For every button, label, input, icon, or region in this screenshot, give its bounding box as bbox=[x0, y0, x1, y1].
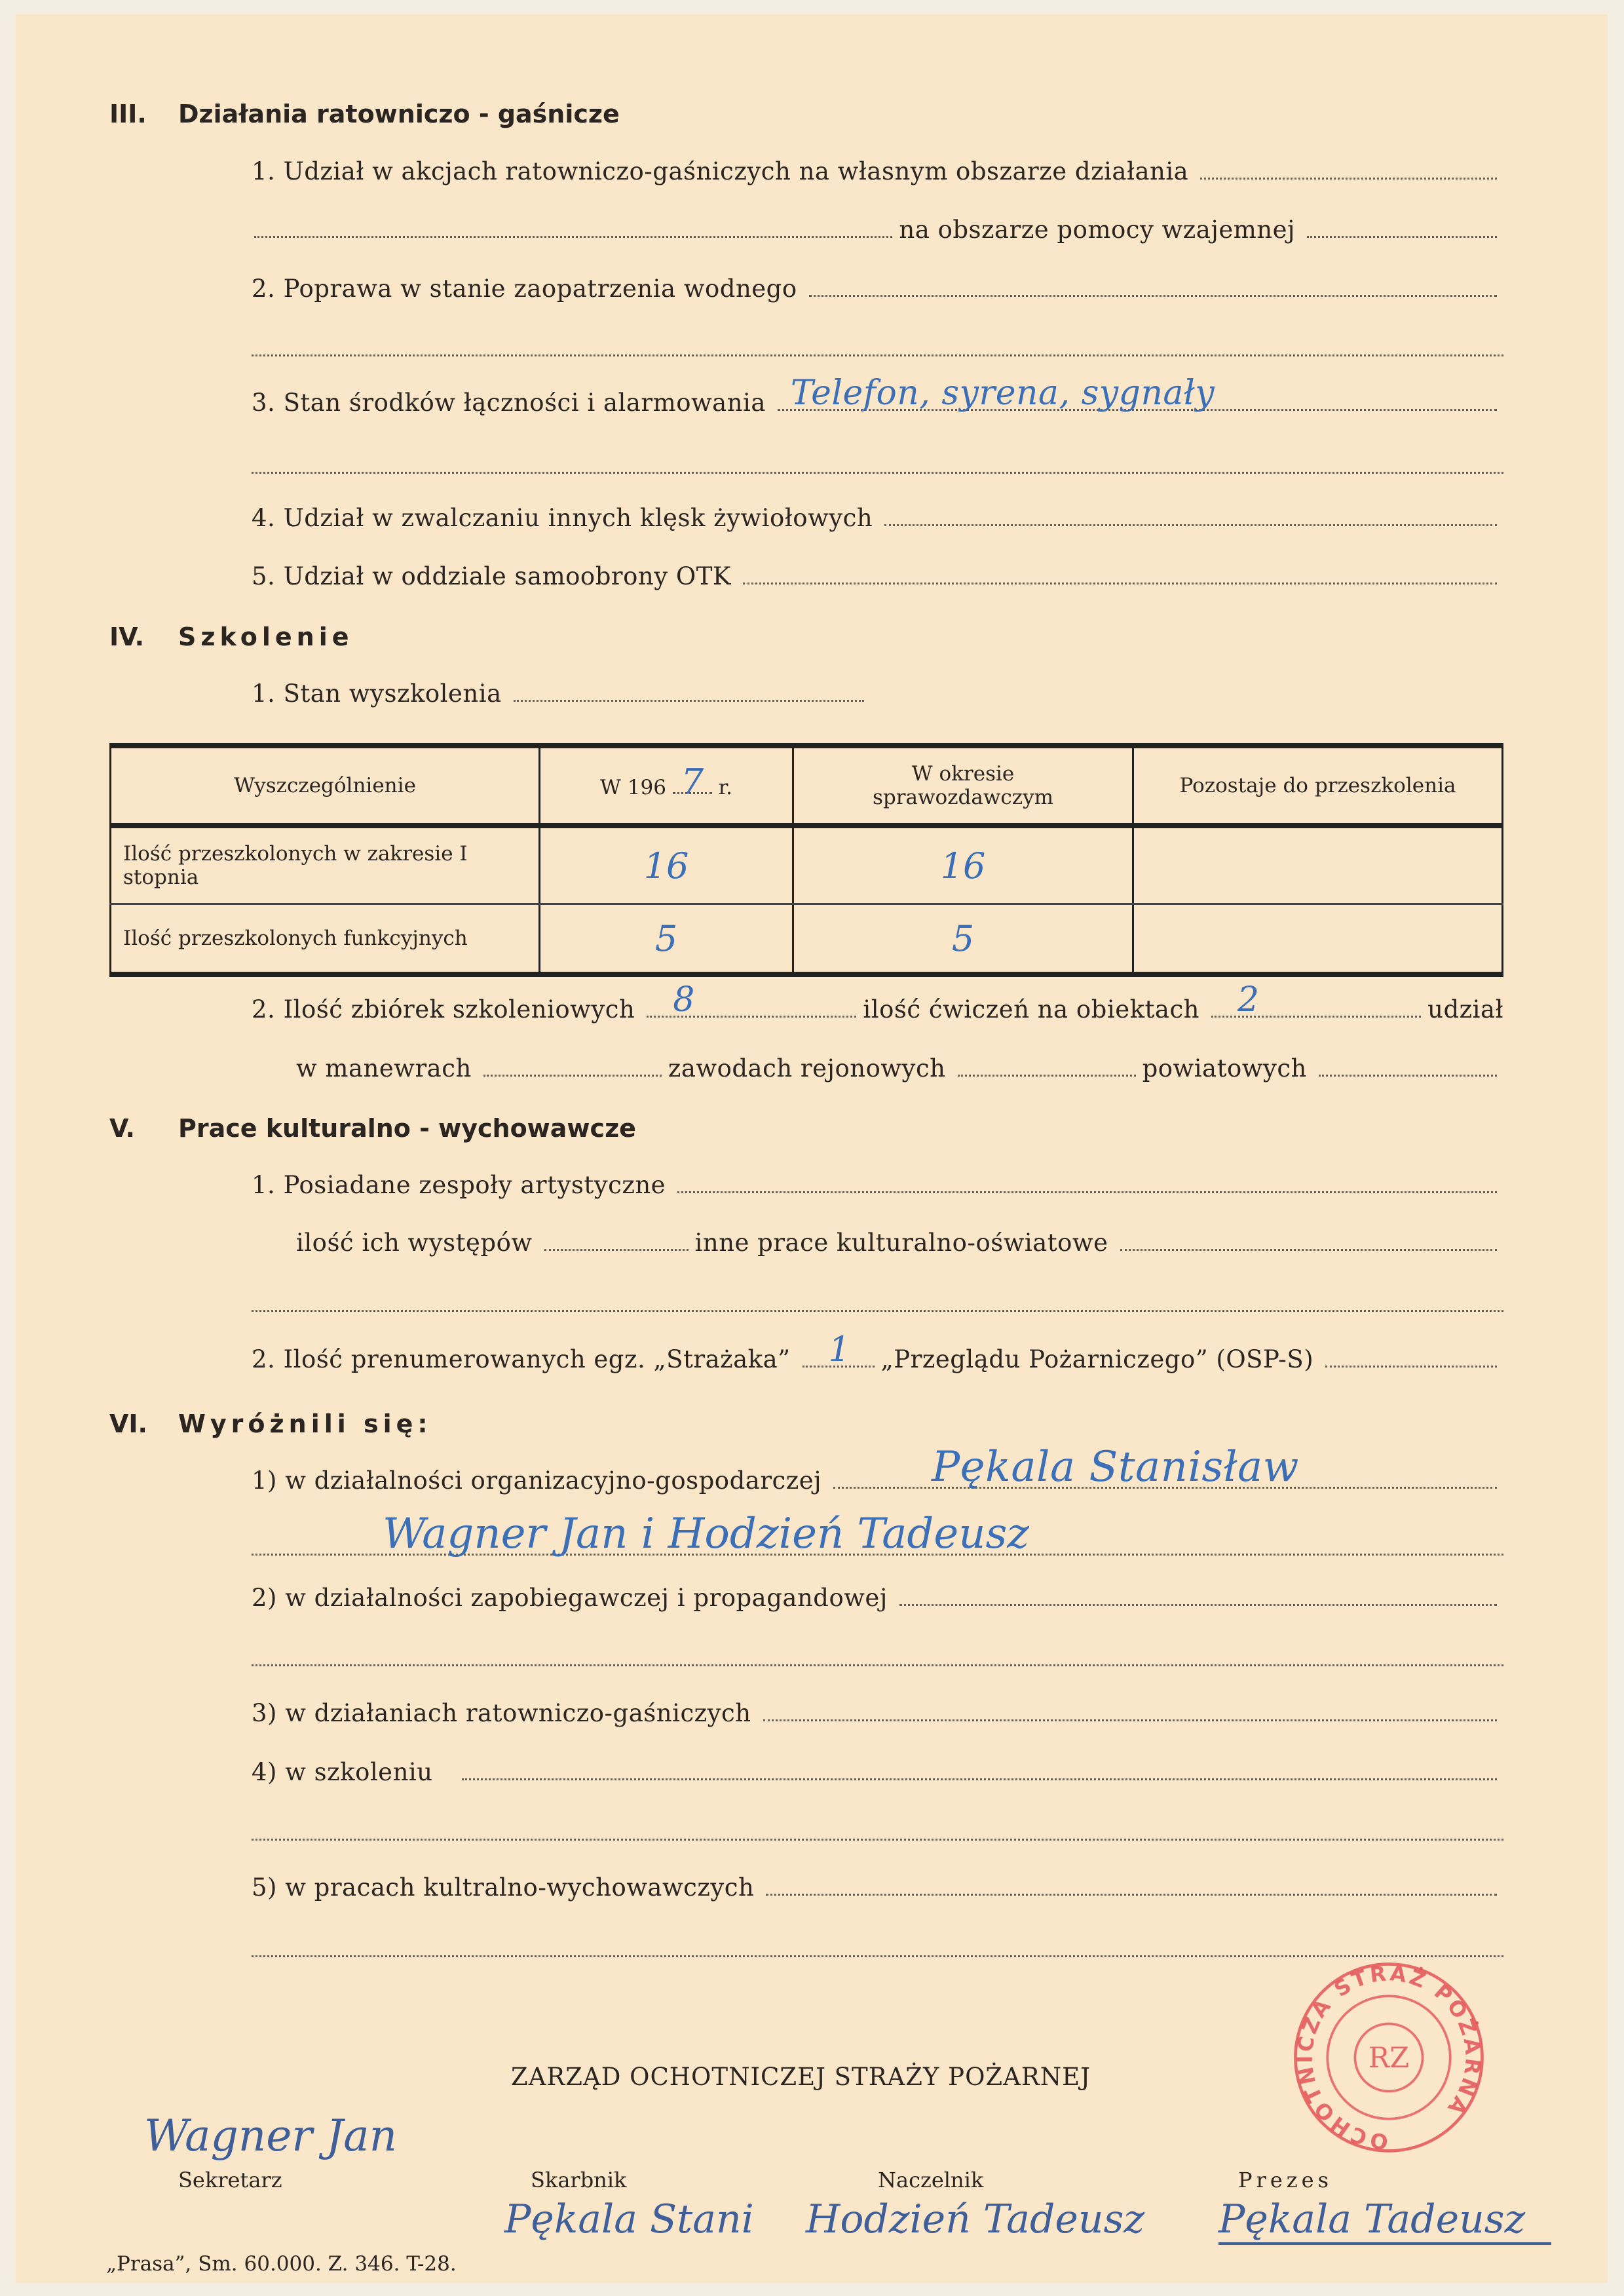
field-rescue[interactable] bbox=[763, 1719, 1497, 1721]
role-chief: Naczelnik bbox=[878, 2168, 984, 2192]
signature-chief: Hodzień Tadeusz bbox=[806, 2196, 1144, 2242]
section-vi-heading: VI. Wyróżnili się: bbox=[109, 1409, 432, 1438]
col-header: Wyszczególnienie bbox=[111, 746, 540, 826]
field-exercises[interactable]: 2 bbox=[1211, 1015, 1421, 1018]
blank-line[interactable] bbox=[252, 1838, 1503, 1841]
field-other-culture[interactable] bbox=[1120, 1248, 1498, 1251]
signature-president: Pękala Tadeusz bbox=[1218, 2196, 1551, 2245]
field-own-area[interactable] bbox=[1200, 177, 1497, 180]
field-district[interactable] bbox=[1319, 1074, 1497, 1077]
section-iv-heading: IV. Szkolenie bbox=[109, 622, 354, 651]
board-title: ZARZĄD OCHOTNICZEJ STRAŻY POŻARNEJ bbox=[511, 2063, 1091, 2091]
s3-item1: 1. Udział w akcjach ratowniczo-gaśniczych na własnym obszarze działania bbox=[252, 157, 1503, 185]
field-mutual-aid[interactable] bbox=[1307, 235, 1497, 238]
print-info: „Prasa”, Sm. 60.000. Z. 346. T-28. bbox=[106, 2252, 457, 2276]
s5-item1: 1. Posiadane zespoły artystyczne bbox=[252, 1171, 1503, 1199]
stamp-center-text: RZ bbox=[1368, 2042, 1410, 2075]
field-water-supply[interactable] bbox=[809, 294, 1497, 297]
field-meetings[interactable]: 8 bbox=[647, 1015, 856, 1018]
s3-item5: 5. Udział w oddziale samoobrony OTK bbox=[252, 562, 1503, 590]
s6-item2: 2) w działalności zapobiegawczej i propagandowej bbox=[252, 1584, 1503, 1612]
role-treasurer: Skarbnik bbox=[531, 2168, 627, 2192]
field-other-disasters[interactable] bbox=[884, 524, 1497, 526]
s3-item1b: na obszarze pomocy wzajemnej bbox=[252, 216, 1503, 244]
training-table bbox=[109, 743, 1503, 977]
blank-line[interactable] bbox=[252, 354, 1503, 356]
blank-line[interactable] bbox=[252, 471, 1503, 474]
field-prevention[interactable] bbox=[899, 1603, 1497, 1606]
field-strazak[interactable]: 1 bbox=[803, 1365, 875, 1368]
col-header: W okresie sprawozdawczym bbox=[793, 746, 1133, 826]
signature-secretary: Wagner Jan bbox=[144, 2111, 398, 2161]
s3-item3: 3. Stan środków łączności i alarmowania Telefon, syrena, sygnały bbox=[252, 389, 1503, 417]
field-training-state[interactable] bbox=[514, 699, 864, 702]
s4-item2: 2. Ilość zbiórek szkoleniowych 8 ilość ćwiczeń na obiektach 2 udział bbox=[252, 980, 1504, 1024]
section-v-heading: V. Prace kulturalno - wychowawcze bbox=[109, 1114, 636, 1143]
field-own-area-cont[interactable] bbox=[254, 235, 892, 238]
stamp-ring-text: OCHOTNICZA STRAŻ POŻARNA bbox=[1292, 1961, 1486, 2154]
blank-line[interactable] bbox=[252, 1309, 1503, 1312]
col-header-year: W 196 7 r. bbox=[540, 746, 793, 826]
s5-item2: 2. Ilość prenumerowanych egz. „Strażaka” 1 „Przeglądu Pożarniczego” (OSP-S) bbox=[252, 1345, 1503, 1373]
field-performances[interactable] bbox=[544, 1248, 689, 1251]
role-president: Prezes bbox=[1238, 2168, 1332, 2192]
s3-item4: 4. Udział w zwalczaniu innych klęsk żywiołowych bbox=[252, 504, 1503, 532]
s4-item2b: w manewrach zawodach rejonowych powiatowych bbox=[296, 1054, 1503, 1082]
field-training[interactable] bbox=[462, 1778, 1497, 1780]
signature-treasurer: Pękala Stani bbox=[504, 2196, 754, 2242]
blank-line[interactable] bbox=[252, 1664, 1503, 1666]
s6-item1: 1) w działalności organizacyjno-gospodarczej Pękala Stanisław bbox=[252, 1466, 1503, 1495]
table-row: Ilość przeszkolonych funkcyjnych 5 5 bbox=[111, 904, 1503, 975]
field-otk[interactable] bbox=[743, 582, 1497, 584]
s4-item1: 1. Stan wyszkolenia bbox=[252, 679, 871, 708]
blank-line[interactable]: Wagner Jan i Hodzień Tadeusz bbox=[252, 1553, 1503, 1556]
field-organizational[interactable]: Pękala Stanisław bbox=[833, 1486, 1497, 1489]
official-stamp bbox=[1284, 1959, 1494, 2156]
s6-item5: 5) w pracach kultralno-wychowawczych bbox=[252, 1873, 1503, 1902]
field-manoeuvres[interactable] bbox=[483, 1074, 662, 1077]
field-regional[interactable] bbox=[958, 1074, 1136, 1077]
s6-item3: 3) w działaniach ratowniczo-gaśniczych bbox=[252, 1699, 1503, 1727]
section-iii-heading: III. Działania ratowniczo - gaśnicze bbox=[109, 100, 620, 128]
field-przeglad[interactable] bbox=[1325, 1365, 1497, 1368]
blank-line[interactable] bbox=[252, 1955, 1503, 1957]
field-culture[interactable] bbox=[766, 1893, 1497, 1896]
s5-item1b: ilość ich występów inne prace kulturalno-oświatowe bbox=[296, 1229, 1503, 1257]
table-row: Ilość przeszkolonych w zakresie I stopnia 16 16 bbox=[111, 826, 1503, 904]
s3-item2: 2. Poprawa w stanie zaopatrzenia wodnego bbox=[252, 275, 1503, 303]
col-header: Pozostaje do przeszkolenia bbox=[1133, 746, 1503, 826]
field-art-groups[interactable] bbox=[677, 1191, 1497, 1193]
field-communication[interactable]: Telefon, syrena, sygnały bbox=[778, 408, 1497, 411]
s6-item4: 4) w szkoleniu bbox=[252, 1758, 1503, 1786]
role-secretary: Sekretarz bbox=[178, 2168, 282, 2192]
